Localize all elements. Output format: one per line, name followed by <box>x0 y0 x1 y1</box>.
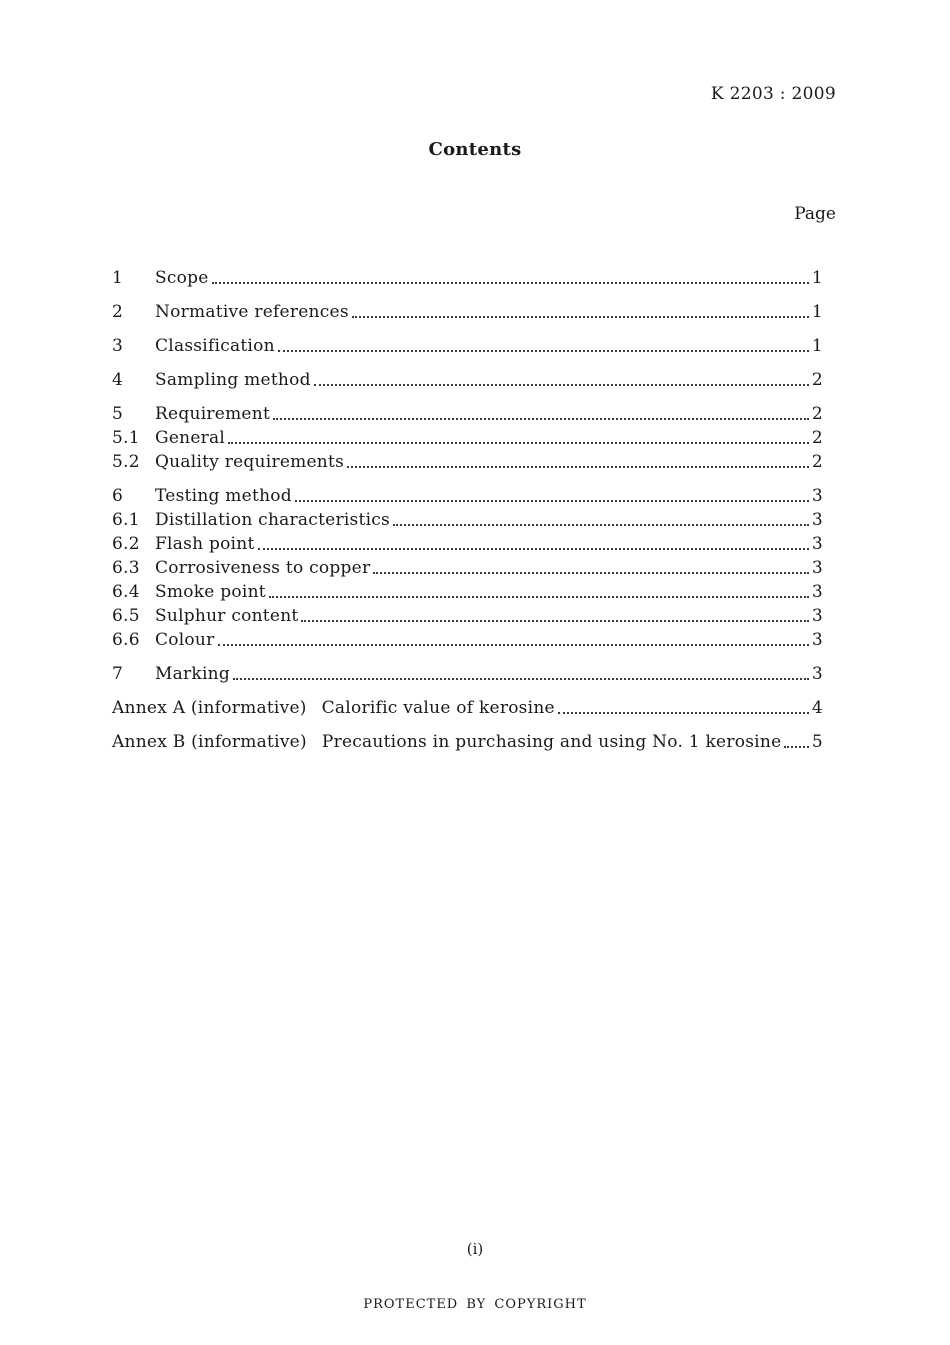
toc-entry-page: 1 <box>811 302 823 322</box>
table-of-contents <box>112 266 823 754</box>
toc-entry-6-5[interactable] <box>112 604 823 628</box>
toc-entry-6-1[interactable] <box>112 508 823 532</box>
toc-entry-number: 4 <box>112 370 124 390</box>
dot-leader <box>258 548 809 550</box>
toc-entry-number: 6.4 <box>112 582 140 602</box>
toc-entry-title: Sampling method <box>155 370 311 390</box>
toc-entry-number: 6.3 <box>112 558 140 578</box>
toc-entry-page: 2 <box>811 404 823 424</box>
annex-page: 5 <box>811 732 823 752</box>
toc-entry-6[interactable] <box>112 484 823 508</box>
toc-entry-page: 3 <box>811 558 823 578</box>
toc-entry-page: 1 <box>811 336 823 356</box>
toc-entry-3[interactable] <box>112 334 823 358</box>
toc-annex-a[interactable] <box>112 696 823 720</box>
toc-entry-number: 6 <box>112 486 124 506</box>
page-title: Contents <box>428 139 522 160</box>
toc-entry-title: General <box>155 428 226 448</box>
toc-entry-number: 2 <box>112 302 124 322</box>
toc-entry-number: 5.2 <box>112 452 140 472</box>
toc-entry-page: 3 <box>811 582 823 602</box>
toc-entry-page: 3 <box>811 630 823 650</box>
toc-entry-number: 6.6 <box>112 630 140 650</box>
toc-entry-number: 6.1 <box>112 510 140 530</box>
toc-entry-5-1[interactable] <box>112 426 823 450</box>
toc-entry-6-4[interactable] <box>112 580 823 604</box>
annex-page: 4 <box>811 698 823 718</box>
toc-entry-page: 3 <box>811 606 823 626</box>
toc-entry-page: 2 <box>811 452 823 472</box>
dot-leader <box>269 596 809 598</box>
toc-entry-title: Smoke point <box>155 582 266 602</box>
dot-leader <box>347 466 809 468</box>
toc-entry-number: 7 <box>112 664 124 684</box>
page-folio: (i) <box>466 1240 484 1258</box>
dot-leader <box>352 316 809 318</box>
dot-leader <box>278 350 809 352</box>
dot-leader <box>228 442 809 444</box>
toc-entry-title: Corrosiveness to copper <box>155 558 371 578</box>
toc-entry-title: Colour <box>155 630 215 650</box>
toc-entry-title: Testing method <box>155 486 292 506</box>
standard-number: K 2203 : 2009 <box>710 84 836 104</box>
toc-entry-number: 3 <box>112 336 124 356</box>
annex-label: Annex A (informative) <box>112 698 307 718</box>
dot-leader <box>295 500 809 502</box>
toc-entry-6-6[interactable] <box>112 628 823 652</box>
dot-leader <box>314 384 809 386</box>
toc-entry-5-2[interactable] <box>112 450 823 474</box>
toc-entry-1[interactable] <box>112 266 823 290</box>
toc-entry-page: 2 <box>811 428 823 448</box>
toc-entry-title: Classification <box>155 336 275 356</box>
toc-entry-number: 1 <box>112 268 124 288</box>
toc-entry-page: 2 <box>811 370 823 390</box>
toc-entry-page: 1 <box>811 268 823 288</box>
annex-label: Annex B (informative) <box>112 732 307 752</box>
toc-entry-page: 3 <box>811 486 823 506</box>
annex-title: Calorific value of kerosine <box>321 698 555 718</box>
page-column-label: Page <box>794 204 836 224</box>
toc-entry-title: Marking <box>155 664 230 684</box>
toc-entry-4[interactable] <box>112 368 823 392</box>
dot-leader <box>393 524 809 526</box>
toc-entry-number: 5.1 <box>112 428 140 448</box>
dot-leader <box>273 418 809 420</box>
dot-leader <box>301 620 808 622</box>
toc-annex-b[interactable] <box>112 730 823 754</box>
copyright-notice: PROTECTED BY COPYRIGHT <box>363 1297 587 1312</box>
toc-entry-page: 3 <box>811 664 823 684</box>
toc-entry-5[interactable] <box>112 402 823 426</box>
toc-entry-title: Flash point <box>155 534 255 554</box>
toc-entry-7[interactable] <box>112 662 823 686</box>
toc-entry-title: Sulphur content <box>155 606 299 626</box>
toc-entry-number: 6.2 <box>112 534 140 554</box>
dot-leader <box>233 678 809 680</box>
toc-entry-6-2[interactable] <box>112 532 823 556</box>
toc-entry-title: Requirement <box>155 404 271 424</box>
toc-entry-title: Scope <box>155 268 209 288</box>
dot-leader <box>558 712 809 714</box>
toc-entry-title: Normative references <box>155 302 349 322</box>
toc-entry-page: 3 <box>811 510 823 530</box>
toc-entry-6-3[interactable] <box>112 556 823 580</box>
dot-leader <box>218 644 809 646</box>
toc-entry-number: 5 <box>112 404 124 424</box>
toc-entry-page: 3 <box>811 534 823 554</box>
toc-entry-title: Quality requirements <box>155 452 345 472</box>
annex-title: Precautions in purchasing and using No. 1 kerosine <box>321 732 782 752</box>
toc-entry-number: 6.5 <box>112 606 140 626</box>
dot-leader <box>784 746 809 748</box>
dot-leader <box>373 572 809 574</box>
dot-leader <box>212 282 809 284</box>
toc-entry-title: Distillation characteristics <box>155 510 391 530</box>
toc-entry-2[interactable] <box>112 300 823 324</box>
